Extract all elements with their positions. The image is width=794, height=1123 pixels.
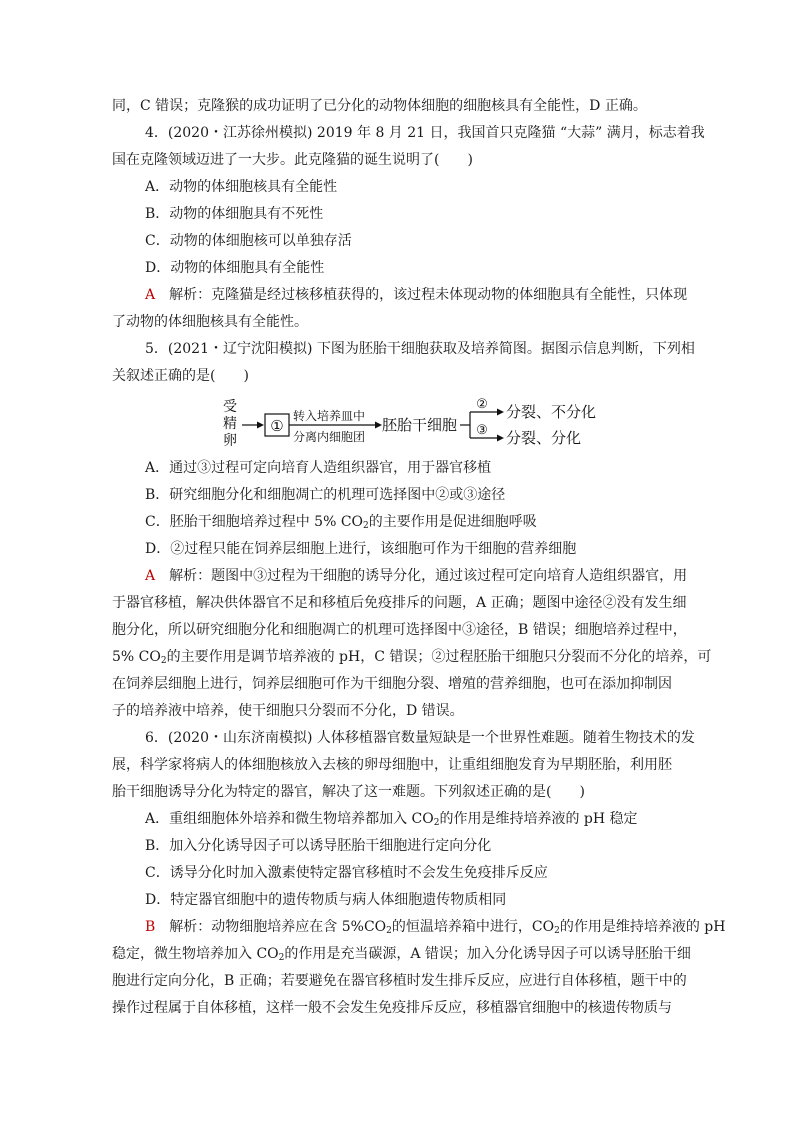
- question-6-option-b: B．加入分化诱导因子可以诱导胚胎干细胞进行定向分化: [145, 838, 492, 854]
- question-6-stem-cont: 胎干细胞诱导分化为特定的器官，解决了这一难题。下列叙述正确的是( ): [112, 784, 585, 800]
- egg-label-1: 受: [223, 399, 237, 415]
- question-5-explanation-cont: [112, 647, 711, 671]
- question-6-explanation: [145, 917, 725, 941]
- question-4-option-d: D．动物的体细胞具有全能性: [145, 260, 325, 276]
- question-4-explanation-cont: 了动物的体细胞核具有全能性。: [112, 314, 308, 330]
- question-5-stem-cont: 关叙述正确的是( ): [112, 368, 249, 384]
- question-4-option-a: A．动物的体细胞核具有全能性: [145, 179, 338, 195]
- arrowhead: [375, 422, 382, 429]
- question-5-explanation: [145, 566, 687, 586]
- question-4-stem: 4．(2020・江苏徐州模拟) 2019 年 8 月 21 日，我国首只克隆猫 “大蒜” 满月，标志着我: [145, 125, 705, 141]
- question-6-explanation-cont: 操作过程属于自体移植，这样一般不会发生免疫排斥反应，移植器官细胞中的核遗传物质与: [112, 1000, 672, 1016]
- text-fragment: 的主要作用是促进细胞呼吸: [368, 514, 537, 530]
- text-line: 同，C 错误；克隆猴的成功证明了已分化的动物体细胞的细胞核具有全能性，D 正确。: [112, 98, 647, 114]
- question-5-option-c: [145, 512, 537, 536]
- text-fragment: A．重组细胞体外培养和微生物培养都加入 CO: [145, 811, 434, 827]
- question-4-explanation: [145, 285, 687, 305]
- question-6-stem: 6．(2020・山东济南模拟) 人体移植器官数量短缺是一个世界性难题。随着生物技术的发: [145, 730, 695, 746]
- arrowhead: [497, 435, 504, 442]
- subscript: 2: [363, 521, 369, 531]
- text-fragment: 的作用是维持培养液的 pH: [559, 919, 726, 935]
- question-4-stem-cont: 国在克隆领域迈进了一大步。此克隆猫的诞生说明了( ): [112, 152, 473, 168]
- question-5-explanation-cont: 在饲养层细胞上进行，饲养层细胞可作为干细胞分裂、增殖的营养细胞，也可在添加抑制因: [112, 676, 672, 692]
- stem-cell-label: 胚胎干细胞: [382, 416, 458, 434]
- text-fragment: 的主要作用是调节培养液的 pH，C 错误；②过程胚胎干细胞只分裂而不分化的培养，可: [166, 649, 712, 665]
- answer-letter: B: [145, 919, 156, 935]
- question-5-option-a: A．通过③过程可定向培育人造组织器官，用于器官移植: [145, 460, 492, 476]
- question-6-option-c: C．诱导分化时加入激素使特定器官移植时不会发生免疫排斥反应: [145, 865, 548, 881]
- text-fragment: C．胚胎干细胞培养过程中 5% CO: [145, 514, 364, 530]
- explanation-text: 解析：题图中③过程为干细胞的诱导分化，通过该过程可定向培育人造组织器官，用: [169, 568, 688, 584]
- text-fragment: 5% CO: [112, 649, 161, 665]
- subscript: 2: [554, 926, 560, 936]
- text-fragment: 稳定，微生物培养加入 CO: [112, 946, 279, 962]
- text-fragment: 的作用是充当碳源，A 错误；加入分化诱导因子可以诱导胚胎干细: [284, 946, 691, 962]
- question-4-option-c: C．动物的体细胞核可以单独存活: [145, 233, 352, 249]
- stage-box-label: ①: [270, 417, 284, 435]
- question-6-option-a: [145, 809, 638, 833]
- embryonic-stem-cell-diagram: [220, 396, 620, 454]
- question-5-option-b: B．研究细胞分化和细胞凋亡的机理可选择图中②或③途径: [145, 487, 506, 503]
- text-fragment: 的作用是维持培养液的 pH 稳定: [439, 811, 638, 827]
- subscript: 2: [160, 656, 167, 666]
- answer-letter: A: [145, 568, 156, 584]
- question-5-explanation-cont: 于器官移植，解决供体器官不足和移植后免疫排斥的问题，A 正确；题图中途径②没有发生细: [112, 595, 687, 611]
- subscript: 2: [433, 818, 440, 828]
- subscript: 2: [386, 926, 392, 936]
- outcome-3-label: 分裂、分化: [506, 429, 582, 447]
- question-6-explanation-cont: 胞进行定向分化，B 正确；若要避免在器官移植时发生排斥反应，应进行自体移植，题干中的: [112, 973, 687, 989]
- question-5-option-d: D．②过程只能在饲养层细胞上进行，该细胞可作为干细胞的营养细胞: [145, 541, 577, 557]
- question-5-explanation-cont: 胞分化，所以研究细胞分化和细胞凋亡的机理可选择图中③途径，B 错误；细胞培养过程中，: [112, 622, 687, 638]
- arrowhead: [257, 422, 264, 429]
- text-fragment: 的恒温培养箱中进行，CO: [391, 919, 555, 935]
- outcome-2-label: 分裂、不分化: [506, 403, 597, 421]
- arrow-top-label: 转入培养皿中: [293, 409, 366, 423]
- egg-label-3: 卵: [223, 433, 237, 449]
- arrowhead: [497, 409, 504, 416]
- explanation-text: 解析：克隆猫是经过核移植获得的，该过程未体现动物的体细胞具有全能性，只体现: [169, 287, 688, 303]
- question-5-explanation-cont: 子的培养液中培养，使干细胞只分裂而不分化，D 错误。: [112, 703, 464, 719]
- question-6-option-d: D．特定器官细胞中的遗传物质与病人体细胞遗传物质相同: [145, 892, 507, 908]
- path-2-label: ②: [476, 397, 488, 412]
- text-fragment: 解析：动物细胞培养应在含 5%CO: [169, 919, 387, 935]
- question-4-option-b: B．动物的体细胞具有不死性: [145, 206, 324, 222]
- question-6-stem-cont: 展，科学家将病人的体细胞核放入去核的卵母细胞中，让重组细胞发育为早期胚胎，利用胚: [112, 757, 672, 773]
- question-5-stem: 5．(2021・辽宁沈阳模拟) 下图为胚胎干细胞获取及培养简图。据图示信息判断，下列相: [145, 341, 695, 357]
- egg-label-2: 精: [223, 416, 237, 432]
- path-3-label: ③: [476, 423, 488, 438]
- subscript: 2: [278, 953, 285, 963]
- answer-letter: A: [145, 287, 156, 303]
- question-6-explanation-cont: [112, 944, 691, 968]
- arrow-bottom-label: 分离内细胞团: [293, 430, 366, 444]
